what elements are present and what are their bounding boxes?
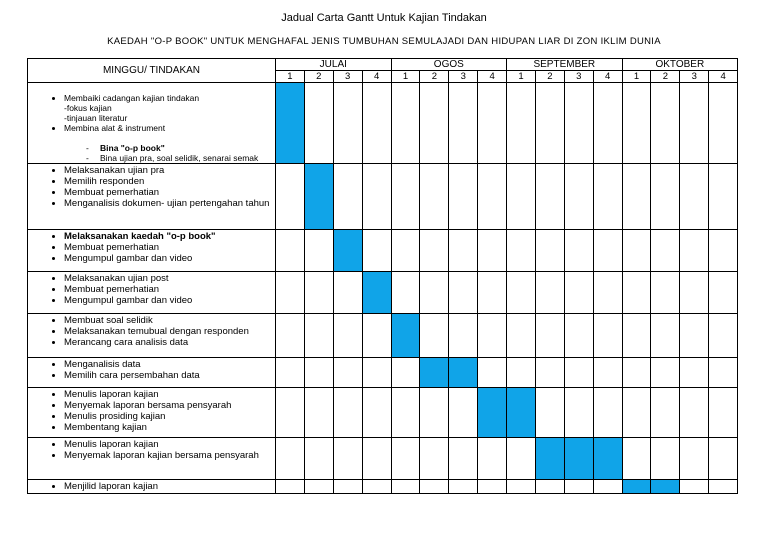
gantt-cell xyxy=(507,164,536,230)
document-title: Jadual Carta Gantt Untuk Kajian Tindakan xyxy=(281,12,487,24)
gantt-cell xyxy=(651,83,680,164)
task-cell xyxy=(28,272,276,314)
task-cell xyxy=(28,230,276,272)
gantt-cell xyxy=(276,230,305,272)
list-item xyxy=(64,93,275,123)
week-header: 1 xyxy=(391,71,420,83)
gantt-cell xyxy=(449,230,478,272)
dash-item xyxy=(100,143,275,153)
gantt-bar xyxy=(622,480,651,494)
week-header: 4 xyxy=(709,71,738,83)
gantt-bar xyxy=(333,230,362,272)
gantt-cell xyxy=(391,480,420,494)
list-item xyxy=(64,284,275,295)
task-text: Melaksanakan temubual dengan responden xyxy=(64,326,249,337)
gantt-cell xyxy=(651,438,680,480)
list-item xyxy=(64,231,275,242)
list-item xyxy=(64,198,275,209)
list-item xyxy=(64,165,275,176)
task-list xyxy=(28,389,275,433)
month-header: SEPTEMBER xyxy=(507,59,623,71)
task-text: Merancang cara analisis data xyxy=(64,337,189,348)
gantt-cell xyxy=(709,230,738,272)
gantt-cell xyxy=(680,164,709,230)
gantt-cell xyxy=(622,230,651,272)
gantt-cell xyxy=(304,314,333,358)
week-header: 2 xyxy=(651,71,680,83)
gantt-cell xyxy=(276,164,305,230)
task-text: Menjilid laporan kajian xyxy=(64,481,158,492)
gantt-cell xyxy=(304,438,333,480)
gantt-cell xyxy=(564,314,593,358)
task-text: Mengumpul gambar dan video xyxy=(64,253,193,264)
gantt-cell xyxy=(333,480,362,494)
week-header: 3 xyxy=(680,71,709,83)
gantt-cell xyxy=(478,272,507,314)
task-text: Membentang kajian xyxy=(64,422,147,433)
gantt-cell xyxy=(622,438,651,480)
gantt-cell xyxy=(391,358,420,388)
list-item xyxy=(64,253,275,264)
gantt-cell xyxy=(622,314,651,358)
gantt-cell xyxy=(564,272,593,314)
list-item xyxy=(64,389,275,400)
document-subtitle: KAEDAH "O-P BOOK" UNTUK MENGHAFAL JENIS TUMBUHAN SEMULAJADI DAN HIDUPAN LIAR DI ZON IKLIM DUNIA xyxy=(107,36,661,47)
gantt-cell xyxy=(709,388,738,438)
gantt-table xyxy=(27,58,738,494)
gantt-cell xyxy=(304,230,333,272)
gantt-cell xyxy=(680,480,709,494)
gantt-cell xyxy=(507,480,536,494)
week-header: 1 xyxy=(622,71,651,83)
gantt-cell xyxy=(507,272,536,314)
table-row xyxy=(28,164,738,230)
gantt-bar xyxy=(564,438,593,480)
task-text: Menganalisis data xyxy=(64,359,141,370)
gantt-cell xyxy=(420,272,449,314)
table-row xyxy=(28,480,738,494)
gantt-cell xyxy=(304,480,333,494)
gantt-cell xyxy=(593,272,622,314)
gantt-cell xyxy=(709,480,738,494)
gantt-cell xyxy=(333,164,362,230)
gantt-bar xyxy=(391,314,420,358)
task-list xyxy=(28,315,275,348)
task-cell xyxy=(28,388,276,438)
gantt-cell xyxy=(478,480,507,494)
list-item xyxy=(64,359,275,370)
gantt-cell xyxy=(333,438,362,480)
gantt-bar xyxy=(276,83,305,164)
gantt-cell xyxy=(709,438,738,480)
gantt-cell xyxy=(564,164,593,230)
gantt-cell xyxy=(593,230,622,272)
table-row xyxy=(28,272,738,314)
task-list xyxy=(28,93,275,163)
task-text: Mengumpul gambar dan video xyxy=(64,295,193,306)
list-item xyxy=(64,481,275,492)
gantt-cell xyxy=(449,314,478,358)
gantt-cell xyxy=(564,230,593,272)
gantt-cell xyxy=(593,480,622,494)
task-text: Memilih responden xyxy=(64,176,145,187)
gantt-cell xyxy=(449,83,478,164)
gantt-cell xyxy=(420,480,449,494)
list-item xyxy=(64,411,275,422)
task-cell xyxy=(28,480,276,494)
gantt-cell xyxy=(391,438,420,480)
gantt-cell xyxy=(362,438,391,480)
month-header: OGOS xyxy=(391,59,507,71)
gantt-cell xyxy=(651,230,680,272)
gantt-cell xyxy=(449,164,478,230)
gantt-cell xyxy=(709,83,738,164)
task-text: Menulis laporan kajian xyxy=(64,439,159,450)
gantt-cell xyxy=(478,230,507,272)
list-item xyxy=(64,315,275,326)
gantt-cell xyxy=(680,358,709,388)
gantt-cell xyxy=(651,164,680,230)
gantt-bar xyxy=(593,438,622,480)
gantt-cell xyxy=(593,83,622,164)
gantt-cell xyxy=(507,358,536,388)
dash-list xyxy=(64,143,275,163)
gantt-bar xyxy=(507,388,536,438)
task-list xyxy=(28,231,275,264)
table-row xyxy=(28,358,738,388)
week-header: 3 xyxy=(564,71,593,83)
gantt-cell xyxy=(391,272,420,314)
month-header: OKTOBER xyxy=(622,59,738,71)
gantt-cell xyxy=(507,314,536,358)
task-subline: -tinjauan literatur xyxy=(64,113,128,123)
gantt-cell xyxy=(391,164,420,230)
gantt-cell xyxy=(333,314,362,358)
gantt-bar xyxy=(420,358,449,388)
gantt-cell xyxy=(276,388,305,438)
task-text: Membina alat & instrument xyxy=(64,123,166,133)
table-row xyxy=(28,230,738,272)
gantt-cell xyxy=(709,272,738,314)
task-text: Membuat soal selidik xyxy=(64,315,153,326)
task-text: Membuat pemerhatian xyxy=(64,284,160,295)
gantt-cell xyxy=(680,272,709,314)
task-text: Membaiki cadangan kajian tindakan xyxy=(64,93,200,103)
list-item xyxy=(64,123,275,163)
gantt-cell xyxy=(420,388,449,438)
week-header: 4 xyxy=(362,71,391,83)
gantt-cell xyxy=(362,83,391,164)
list-item xyxy=(64,370,275,381)
gantt-cell xyxy=(362,388,391,438)
task-text: Membuat pemerhatian xyxy=(64,187,160,198)
week-header: 2 xyxy=(304,71,333,83)
gantt-cell xyxy=(362,480,391,494)
list-item xyxy=(64,176,275,187)
task-cell xyxy=(28,438,276,480)
gantt-cell xyxy=(478,358,507,388)
month-header: JULAI xyxy=(276,59,392,71)
list-item xyxy=(64,450,275,461)
gantt-cell xyxy=(420,230,449,272)
gantt-cell xyxy=(680,438,709,480)
gantt-cell xyxy=(420,438,449,480)
week-header: 3 xyxy=(333,71,362,83)
dash-text: Bina "o-p book" xyxy=(100,143,165,153)
gantt-cell xyxy=(391,83,420,164)
gantt-cell xyxy=(593,388,622,438)
gantt-cell xyxy=(333,272,362,314)
task-text: Melaksanakan ujian post xyxy=(64,273,169,284)
gantt-cell xyxy=(535,314,564,358)
gantt-cell xyxy=(535,83,564,164)
gantt-cell xyxy=(507,438,536,480)
task-text: Menulis laporan kajian xyxy=(64,389,159,400)
gantt-cell xyxy=(680,83,709,164)
gantt-bar xyxy=(535,438,564,480)
gantt-cell xyxy=(362,358,391,388)
gantt-cell xyxy=(478,314,507,358)
task-list xyxy=(28,439,275,461)
task-cell xyxy=(28,164,276,230)
month-header-row xyxy=(28,59,738,71)
gantt-cell xyxy=(593,314,622,358)
gantt-cell xyxy=(420,314,449,358)
gantt-cell xyxy=(680,230,709,272)
gantt-bar xyxy=(362,272,391,314)
week-header: 2 xyxy=(535,71,564,83)
gantt-cell xyxy=(651,358,680,388)
gantt-cell xyxy=(449,388,478,438)
list-item xyxy=(64,400,275,411)
dash-item xyxy=(100,153,275,163)
gantt-cell xyxy=(651,388,680,438)
gantt-cell xyxy=(449,438,478,480)
task-cell xyxy=(28,83,276,164)
gantt-cell xyxy=(304,83,333,164)
gantt-cell xyxy=(333,388,362,438)
gantt-cell xyxy=(304,272,333,314)
task-cell xyxy=(28,358,276,388)
gantt-cell xyxy=(535,272,564,314)
gantt-cell xyxy=(420,164,449,230)
gantt-cell xyxy=(535,230,564,272)
gantt-cell xyxy=(449,480,478,494)
gantt-cell xyxy=(449,272,478,314)
gantt-cell xyxy=(535,164,564,230)
gantt-bar xyxy=(449,358,478,388)
gantt-cell xyxy=(564,358,593,388)
gantt-cell xyxy=(391,230,420,272)
gantt-cell xyxy=(478,83,507,164)
gantt-cell xyxy=(564,388,593,438)
gantt-cell xyxy=(535,388,564,438)
gantt-cell xyxy=(420,83,449,164)
gantt-cell xyxy=(709,358,738,388)
gantt-cell xyxy=(622,388,651,438)
gantt-bar xyxy=(304,164,333,230)
list-item xyxy=(64,337,275,348)
task-text: Melaksanakan ujian pra xyxy=(64,165,165,176)
table-row xyxy=(28,438,738,480)
gantt-cell xyxy=(593,358,622,388)
gantt-bar xyxy=(651,480,680,494)
task-text: Menyemak laporan kajian bersama pensyarah xyxy=(64,450,259,461)
gantt-cell xyxy=(593,164,622,230)
gantt-cell xyxy=(478,438,507,480)
task-text: Menulis prosiding kajian xyxy=(64,411,166,422)
gantt-cell xyxy=(622,164,651,230)
week-header: 4 xyxy=(593,71,622,83)
gantt-cell xyxy=(564,480,593,494)
gantt-cell xyxy=(680,388,709,438)
gantt-cell xyxy=(709,314,738,358)
gantt-body xyxy=(28,83,738,494)
list-item xyxy=(64,273,275,284)
gantt-bar xyxy=(478,388,507,438)
task-text: Melaksanakan kaedah "o-p book" xyxy=(64,231,216,242)
list-item xyxy=(64,187,275,198)
gantt-cell xyxy=(276,438,305,480)
gantt-cell xyxy=(333,83,362,164)
gantt-cell xyxy=(276,480,305,494)
gantt-cell xyxy=(362,164,391,230)
gantt-cell xyxy=(507,83,536,164)
gantt-cell xyxy=(709,164,738,230)
gantt-cell xyxy=(622,358,651,388)
list-item xyxy=(64,422,275,433)
dash-text: Bina ujian pra, soal selidik, senarai semak xyxy=(100,153,259,163)
list-item xyxy=(64,242,275,253)
header-label: MINGGU/ TINDAKAN xyxy=(28,59,276,83)
task-text: Menyemak laporan bersama pensyarah xyxy=(64,400,232,411)
gantt-cell xyxy=(276,272,305,314)
week-header: 3 xyxy=(449,71,478,83)
gantt-cell xyxy=(535,358,564,388)
gantt-cell xyxy=(362,314,391,358)
list-item xyxy=(64,295,275,306)
week-header: 4 xyxy=(478,71,507,83)
gantt-cell xyxy=(651,272,680,314)
task-text: Membuat pemerhatian xyxy=(64,242,160,253)
gantt-cell xyxy=(276,314,305,358)
table-row xyxy=(28,314,738,358)
list-item xyxy=(64,326,275,337)
week-header: 1 xyxy=(276,71,305,83)
gantt-cell xyxy=(333,358,362,388)
gantt-cell xyxy=(276,358,305,388)
week-header: 2 xyxy=(420,71,449,83)
table-row xyxy=(28,388,738,438)
table-row xyxy=(28,83,738,164)
task-list xyxy=(28,359,275,381)
list-item xyxy=(64,439,275,450)
gantt-cell xyxy=(362,230,391,272)
gantt-cell xyxy=(622,83,651,164)
gantt-cell xyxy=(651,314,680,358)
task-text: Menganalisis dokumen- ujian pertengahan tahun xyxy=(64,198,270,209)
task-subline: -fokus kajian xyxy=(64,103,112,113)
gantt-cell xyxy=(564,83,593,164)
task-cell xyxy=(28,314,276,358)
gantt-cell xyxy=(622,272,651,314)
gantt-cell xyxy=(478,164,507,230)
gantt-cell xyxy=(391,388,420,438)
gantt-cell xyxy=(304,388,333,438)
task-text: Memilih cara persembahan data xyxy=(64,370,200,381)
gantt-cell xyxy=(507,230,536,272)
task-list xyxy=(28,481,275,492)
gantt-cell xyxy=(680,314,709,358)
task-list xyxy=(28,273,275,306)
gantt-cell xyxy=(304,358,333,388)
task-list xyxy=(28,165,275,209)
gantt-cell xyxy=(535,480,564,494)
week-header: 1 xyxy=(507,71,536,83)
